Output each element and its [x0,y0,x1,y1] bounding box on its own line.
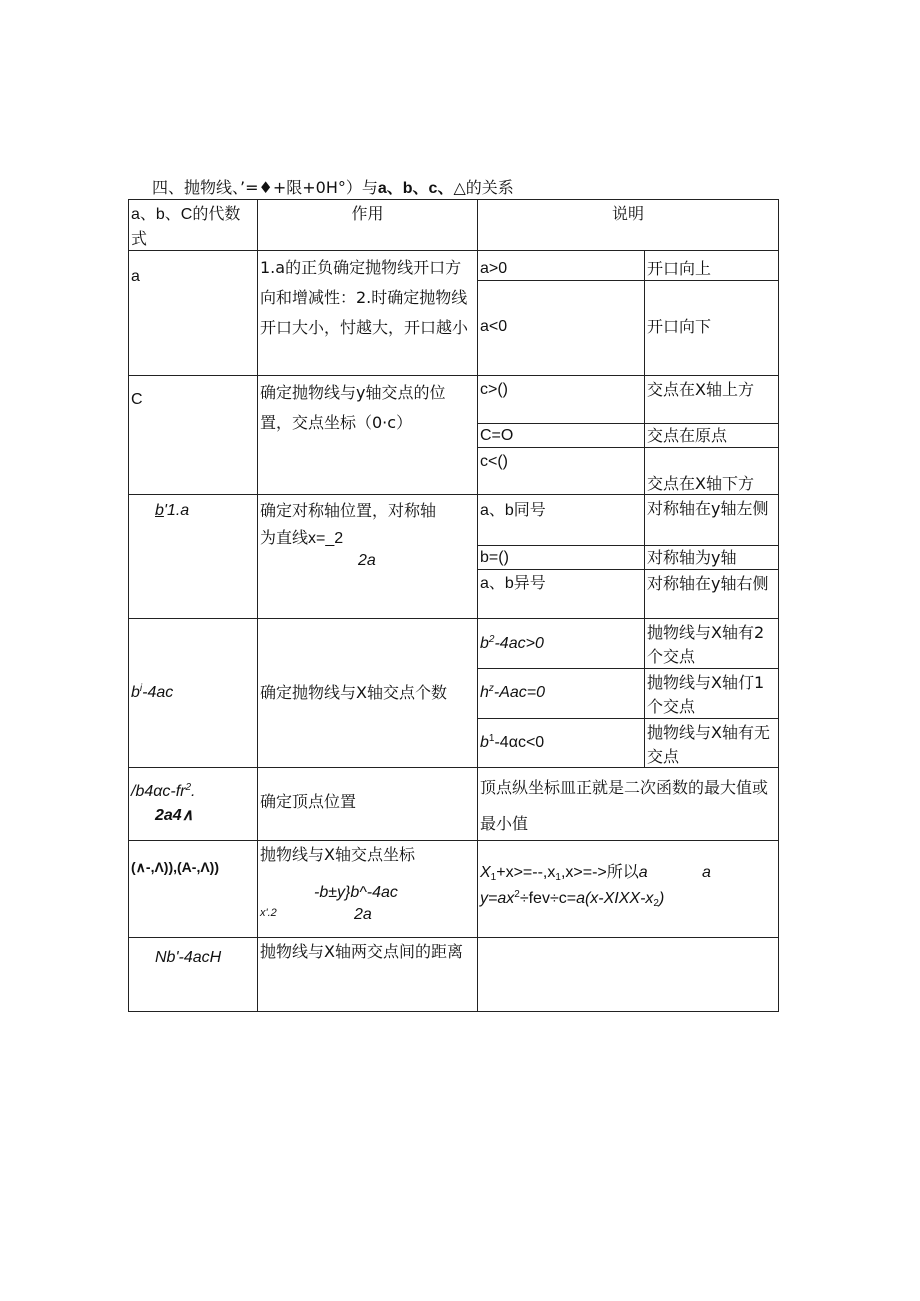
row-disc-effect: 确定抛物线与X轴交点个数 [257,618,478,768]
row-disc-case2-cond: $h^z-Aac=0$ [477,668,645,719]
row-a-case1-cond: a>0 [477,250,645,281]
header-col3: 说明 [477,199,779,251]
row-c-expr: C [128,375,258,495]
row-a-case1-desc: 开口向上 [644,250,779,281]
row-axis-effect: 确定对称轴位置，对称轴 为直线x=_2 2a [257,494,478,619]
row-disc-case1-cond: $b^2-4ac>0$ [477,618,645,669]
row-disc-case3-desc: 抛物线与X轴有无交点 [644,718,779,768]
row-roots-note: $X_1+x>=--,x_1,x>=->$所以a a $y=ax^2\div fev\div c=a(x-XIXX-x_2)$ [477,840,779,938]
row-axis-case3-cond: a、b异号 [477,569,645,619]
row-axis-case2-cond: b=() [477,545,645,570]
row-a-case2-cond: a<0 [477,280,645,376]
row-roots-effect: 抛物线与X轴交点坐标 x'.2 -b±y}b^-4ac 2a [257,840,478,938]
title-bold: a、b、c、 [377,180,454,197]
title-suffix: △的关系 [453,178,514,197]
row-axis-case1-cond: a、b同号 [477,494,645,546]
row-c-case1-cond: c>() [477,375,645,424]
row-c-case1-desc: 交点在X轴上方 [644,375,779,424]
row-c-case2-cond: C=O [477,423,645,448]
row-distance-note [477,937,779,1012]
row-distance-effect: 抛物线与X轴两交点间的距离 [257,937,478,1012]
row-a-expr: a [128,250,258,376]
header-col2: 作用 [257,199,478,251]
row-disc-expr: $b^i-4ac$ [128,618,258,768]
row-c-case3-desc: 交点在X轴下方 [644,447,779,495]
title-prefix: 四、抛物线、’=♦+限+0H°）与 [152,178,378,197]
row-roots-expr: (∧-,Λ)),(A-,Λ)) [128,840,258,938]
row-axis-case3-desc: 对称轴在y轴右侧 [644,569,779,619]
row-axis-case1-desc: 对称轴在y轴左侧 [644,494,779,546]
row-disc-case2-desc: 抛物线与X轴仃1个交点 [644,668,779,719]
row-axis-expr-b: b [155,502,164,519]
row-c-effect: 确定抛物线与y轴交点的位置，交点坐标（0·c） [257,375,478,495]
row-disc-case3-cond: $b^1-4\alpha c<0$ [477,718,645,768]
row-disc-case1-desc: 抛物线与X轴有2个交点 [644,618,779,669]
row-c-case3-cond: c<() [477,447,645,495]
row-axis-case2-desc: 对称轴为y轴 [644,545,779,570]
row-vertex-note: 顶点纵坐标皿正就是二次函数的最大值或最小值 [477,767,779,841]
row-a-effect: 1.a的正负确定抛物线开口方向和增减性：2.时确定抛物线开口大小，忖越大，开口越小 [257,250,478,376]
section-title [152,175,514,198]
row-a-case2-desc: 开口向下 [644,280,779,376]
row-distance-expr: Nb'-4acH [128,937,258,1012]
row-vertex-expr: $/b4\alpha c-fr^2$. 2a4∧ [128,767,258,841]
row-vertex-effect: 确定顶点位置 [257,767,478,841]
row-c-case2-desc: 交点在原点 [644,423,779,448]
header-col1: a、b、C的代数式 [128,199,258,251]
row-axis-expr [128,494,258,619]
row-axis-expr-rest: '1.a [163,502,190,519]
